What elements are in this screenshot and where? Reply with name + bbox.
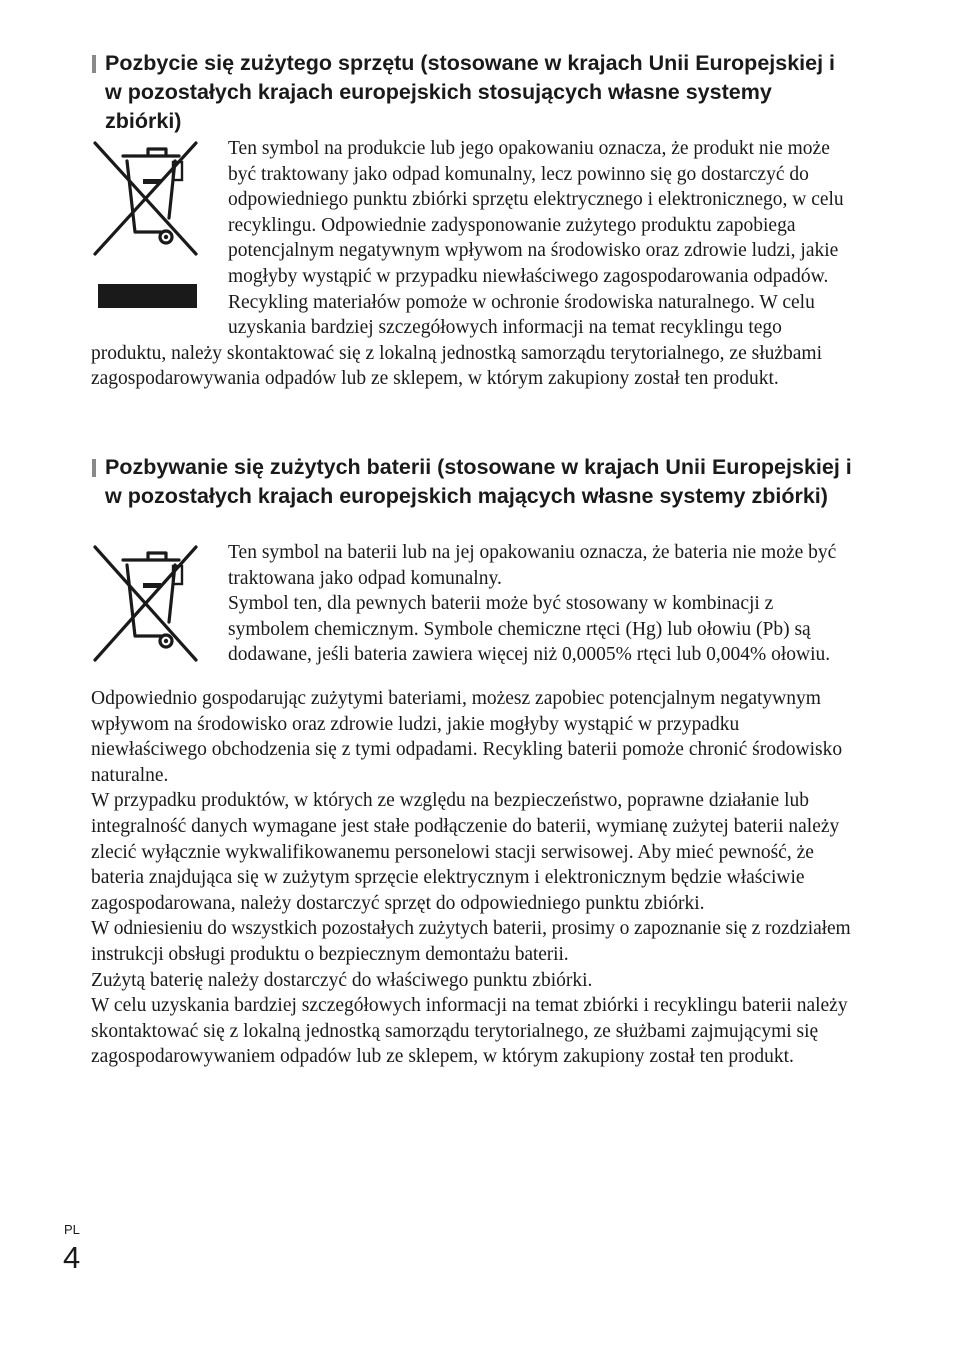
page-language-code: PL [64,1222,80,1237]
section-paragraph: W przypadku produktów, w których ze względu na bezpieczeństwo, poprawne działanie lub integralność danych wymagane jest stałe podłączenie do baterii, wymianę zużytej baterii należy zlecić wyłącznie wykwalifikowanemu personelowi stacji serwisowej. Aby mieć pewność, że bateria znajdująca się w zużytym sprzęcie elektrycznym i elektronicznym będzie właściwie zagospodarowana, należy dostarczyć sprzęt do odpowiedniego punktu zbiórki. [91,790,840,914]
section-paragraph: Ten symbol na produkcie lub jego opakowaniu oznacza, że produkt nie może być traktowany jako odpad komunalny, lecz powinno się go dostarczyć do odpowiedniego punktu zbiórki sprzętu elektrycznego i elektronicznego, w celu recyklingu. Odpowiednie zadysponowanie zużytego produktu zapobiega potencjalnym negatywnym wpływom na środowisko oraz zdrowie ludzi, jakie mogłyby wystąpić w przypadku niewłaściwego zagospodarowania odpadów. Recykling materiałów pomoże w ochronie środowiska naturalnego. W celu uzyskania bardziej szczegółowych informacji na temat recyklingu tego produktu, należy skontaktować się z lokalną jednostką samorządu terytorialnego, ze służbami zagospodarowywania odpadów lub ze sklepem, w którym zakupiony został ten produkt. [91,138,844,390]
page-number: 4 [63,1240,81,1275]
section-paragraph: W odniesieniu do wszystkich pozostałych zużytych baterii, prosimy o zapoznanie się z rozdziałem instrukcji obsługi produktu o bezpiecznym demontażu baterii. [91,918,851,965]
section-paragraph: Odpowiednio gospodarując zużytymi bateriami, możesz zapobiec potencjalnym negatywnym wpływom na środowisko oraz zdrowie ludzi, jakie mogłyby wystąpić w przypadku niewłaściwego obchodzenia się z tymi odpadami. Recykling baterii pomoże chronić środowisko naturalne. [91,688,843,786]
crossed-out-wheeled-bin-with-bar-icon [91,136,228,326]
section-paragraph: W celu uzyskania bardziej szczegółowych informacji na temat zbiórki i recyklingu baterii należy skontaktować się z lokalną jednostką samorządu terytorialnego, ze służbami zajmującymi się zagospodarowywaniem odpadów lub ze sklepem, w którym zakupiony został ten produkt. [91,995,848,1068]
weee-battery-symbol [91,540,228,686]
section-heading-equipment [92,49,852,136]
section-heading-battery [92,453,852,511]
section-paragraph: Zużytą baterię należy dostarczyć do właściwego punktu zbiórki. [91,969,593,991]
section-body-battery [91,540,851,1070]
section-heading-battery-text: Pozbywanie się zużytych baterii (stosowane w krajach Unii Europejskiej i w pozostałych krajach europejskich mających własne systemy zbiórki) [105,455,852,508]
heading-marker-bar [92,459,96,477]
section-heading-equipment-text: Pozbycie się zużytego sprzętu (stosowane w krajach Unii Europejskiej i w pozostałych krajach europejskich stosujących własne systemy zbiórki) [105,51,836,133]
heading-marker-bar [92,55,96,73]
section-body-equipment [91,136,851,392]
weee-equipment-symbol [91,136,228,326]
section-paragraph: Ten symbol na baterii lub na jej opakowaniu oznacza, że bateria nie może być traktowana jako odpad komunalny. [228,542,837,589]
crossed-out-wheeled-bin-icon [91,540,228,686]
section-paragraph: Symbol ten, dla pewnych baterii może być stosowany w kombinacji z symbolem chemicznym. Symbole chemiczne rtęci (Hg) lub ołowiu (Pb) są dodawane, jeśli bateria zawiera więcej niż 0,0005% rtęci lub 0,004% ołowiu. [228,593,831,666]
